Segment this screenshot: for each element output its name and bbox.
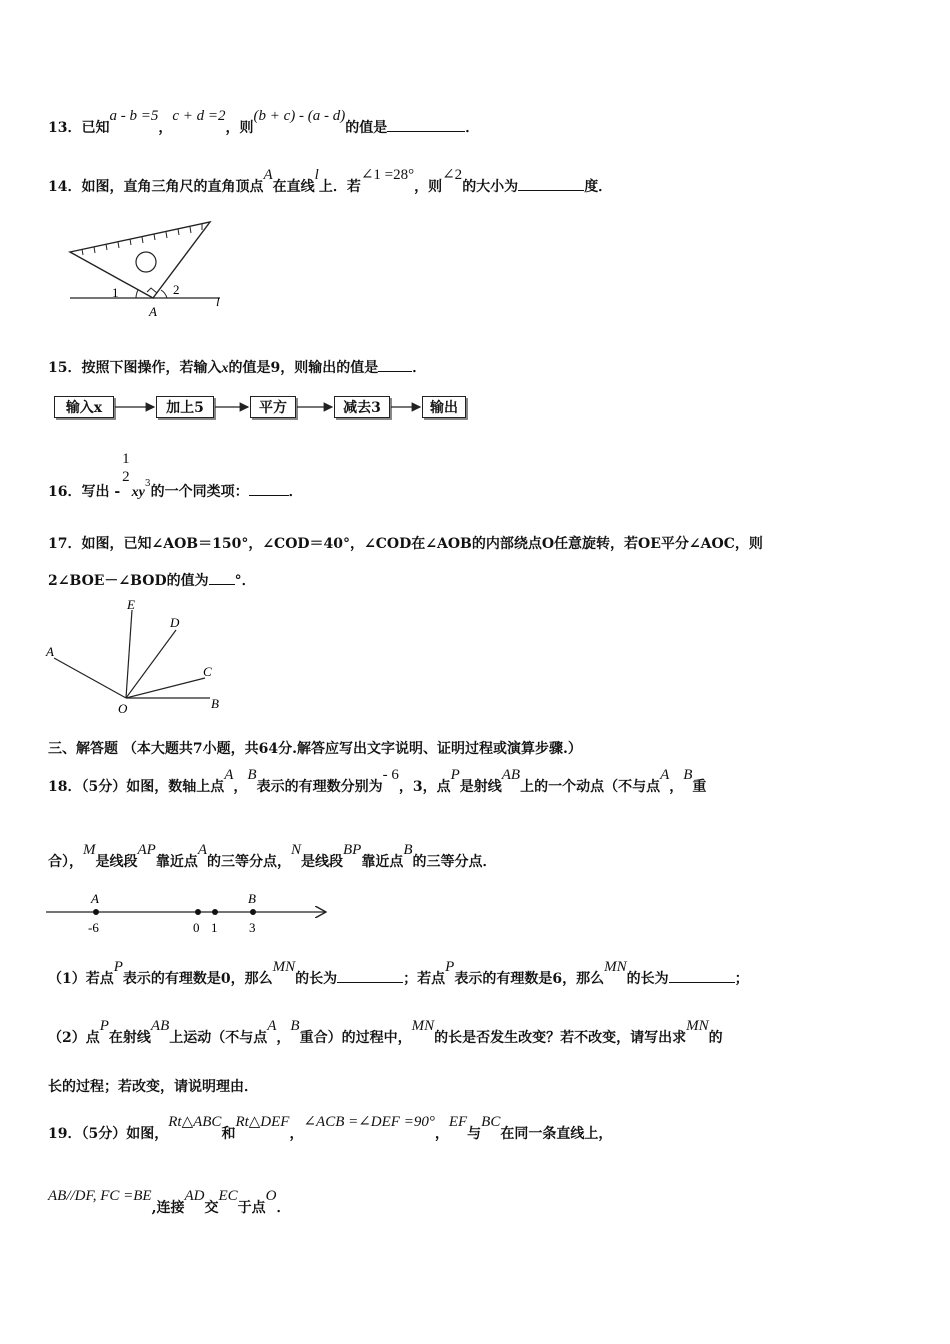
point-0 — [195, 909, 201, 915]
fraction-one-half: 1 2 — [122, 451, 130, 485]
triangle-ruler — [70, 222, 210, 298]
flow-arrows — [0, 396, 470, 420]
tick-label-1: 1 — [211, 920, 218, 935]
label-A: A — [46, 644, 54, 659]
q13-answer-blank[interactable] — [387, 119, 465, 132]
q18-part1-blank-1[interactable] — [337, 970, 403, 983]
label-D: D — [170, 615, 180, 630]
q16-answer-blank[interactable] — [249, 483, 289, 496]
q16-line: 16．写出 - 1 2 $xy^3$的一个同类项： ． — [48, 451, 303, 500]
q14-line: 14．如图，直角三角尺的直角顶点A在直线l上．若∠1 =28°，则∠2的大小为 度． — [48, 167, 613, 195]
label-A: A — [149, 304, 157, 319]
label-B: B — [248, 891, 256, 906]
flow-box-add5: 加上5 — [156, 396, 214, 418]
tick-label-3: 3 — [249, 920, 256, 935]
q17-angle-figure — [40, 596, 240, 718]
right-angle-mark — [147, 288, 157, 293]
q18-part2: （2）点P在射线AB上运动（不与点A，B重合）的过程中，MN的长是否发生改变？若不改变，请写出求MN的 — [48, 1018, 723, 1046]
angle2-arc — [161, 290, 167, 298]
q17-answer-blank[interactable] — [209, 572, 235, 585]
label-l: l — [216, 294, 220, 309]
ray-OE — [126, 610, 132, 698]
q18-part2-cont: 长的过程；若改变，请说明理由． — [48, 1079, 258, 1095]
q14-answer-blank[interactable] — [518, 178, 584, 191]
q18-number-line — [44, 888, 334, 938]
ray-OA — [54, 658, 126, 698]
section3-heading: 三、解答题 （本大题共7小题，共64分.解答应写出文字说明、证明过程或演算步骤.） — [48, 741, 582, 757]
flow-box-output: 输出 — [422, 396, 466, 418]
q18-line1: 18．（5分）如图，数轴上点A，B表示的有理数分别为- 6，3，点P是射线AB上的一个动点（不与点A，B重 — [48, 767, 707, 795]
label-E: E — [127, 597, 135, 612]
flow-box-input: 输入x — [54, 396, 114, 418]
flow-box-minus3: 减去3 — [334, 396, 390, 418]
q13-line: 13．已知a - b =5，c + d =2，则(b + c) - (a - d)的值是 ． — [48, 108, 480, 136]
ruler-ticks — [82, 224, 202, 255]
q14-triangle-ruler-figure — [60, 212, 240, 324]
point-A — [93, 909, 99, 915]
ruler-hole — [136, 252, 156, 272]
q18-part1: （1）若点P表示的有理数是0，那么MN的长为 ；若点P表示的有理数是6，那么MN的长为 ； — [48, 959, 749, 987]
tick-label-neg6: -6 — [88, 920, 99, 935]
point-1 — [212, 909, 218, 915]
label-B: B — [211, 696, 219, 711]
q17-line1: 17．如图，已知∠AOB＝150°，∠COD＝40°，∠COD在∠AOB的内部绕点O任意旋转，若OE平分∠AOC，则 — [48, 536, 763, 552]
q17-line2: 2∠BOE－∠BOD的值为 °． — [48, 573, 256, 589]
label-A: A — [91, 891, 99, 906]
q15-answer-blank[interactable] — [378, 359, 412, 372]
label-1: 1 — [112, 285, 119, 300]
q18-part1-blank-2[interactable] — [669, 970, 735, 983]
label-C: C — [203, 664, 212, 679]
point-B — [250, 909, 256, 915]
label-2: 2 — [173, 282, 180, 297]
angle1-arc — [136, 290, 138, 298]
q19-line1: 19．（5分）如图，Rt△ABC和Rt△DEF，∠ACB =∠DEF =90°，EF与BC在同一条直线上， — [48, 1114, 613, 1142]
label-O: O — [118, 701, 128, 716]
q18-line2: 合），M是线段AP靠近点A的三等分点，N是线段BP靠近点B的三等分点． — [48, 842, 497, 870]
flow-box-square: 平方 — [250, 396, 296, 418]
q19-line2: AB//DF, FC =BE,连接AD交EC于点O． — [48, 1188, 291, 1216]
q15-line: 15．按照下图操作，若输入x的值是9，则输出的值是 ． — [48, 360, 427, 376]
tick-label-0: 0 — [193, 920, 200, 935]
